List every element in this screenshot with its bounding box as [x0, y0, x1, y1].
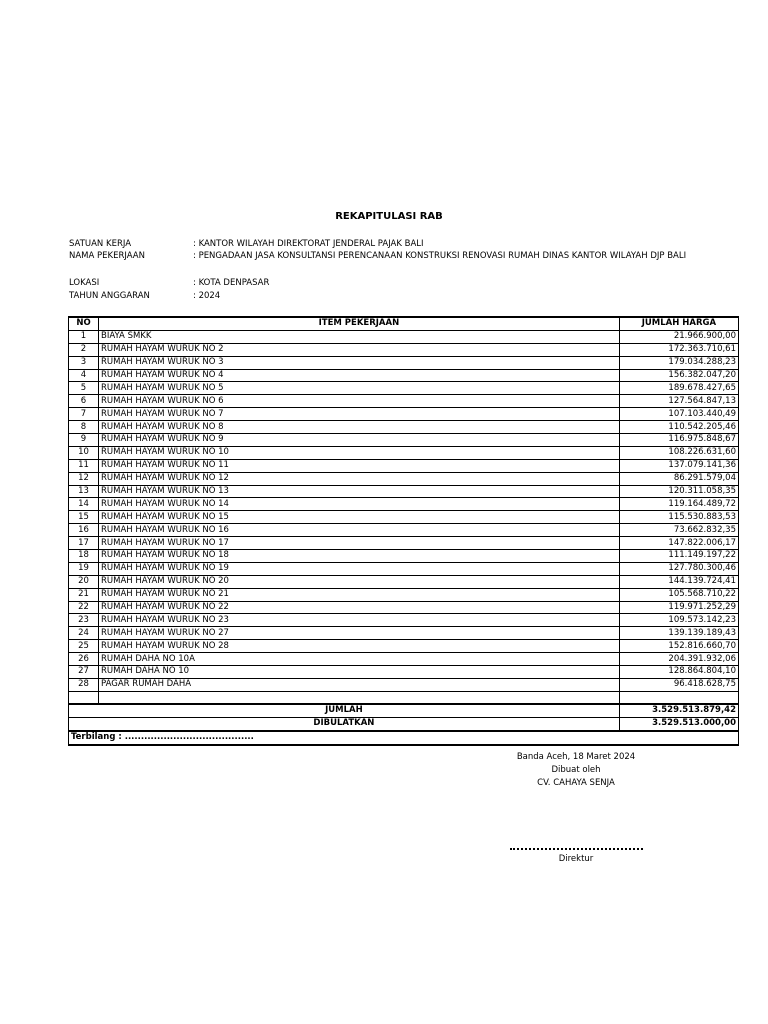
row-price: 120.311.058,35	[619, 485, 738, 498]
row-no: 20	[69, 575, 99, 588]
row-no: 18	[69, 550, 99, 563]
row-item: RUMAH HAYAM WURUK NO 7	[99, 408, 620, 421]
table-row	[69, 550, 739, 563]
row-item: RUMAH HAYAM WURUK NO 19	[99, 562, 620, 575]
row-price: 110.542.205,46	[619, 421, 738, 434]
total-value: 3.529.513.879,42	[619, 704, 738, 717]
row-no: 11	[69, 459, 99, 472]
row-item: RUMAH HAYAM WURUK NO 28	[99, 640, 620, 653]
row-price: 152.816.660,70	[619, 640, 738, 653]
meta-lokasi	[69, 277, 269, 289]
row-price: 115.530.883,53	[619, 511, 738, 524]
meta-satuan-kerja	[69, 238, 424, 250]
row-price: 109.573.142,23	[619, 614, 738, 627]
row-item: RUMAH HAYAM WURUK NO 20	[99, 575, 620, 588]
rounded-value: 3.529.513.000,00	[619, 717, 738, 730]
row-item: RUMAH HAYAM WURUK NO 5	[99, 382, 620, 395]
row-price: 189.678.427,65	[619, 382, 738, 395]
row-no: 4	[69, 369, 99, 382]
signature-line	[510, 848, 643, 850]
row-price: 96.418.628,75	[619, 678, 738, 691]
table-row	[69, 537, 739, 550]
row-price: 21.966.900,00	[619, 330, 738, 343]
table-row	[69, 666, 739, 679]
row-price: 179.034.288,23	[619, 356, 738, 369]
row-no: 23	[69, 614, 99, 627]
row-price: 172.363.710,61	[619, 343, 738, 356]
row-price: 73.662.832,35	[619, 524, 738, 537]
table-row	[69, 627, 739, 640]
table-row	[69, 575, 739, 588]
row-item: RUMAH HAYAM WURUK NO 8	[99, 421, 620, 434]
row-no: 3	[69, 356, 99, 369]
row-no: 7	[69, 408, 99, 421]
meta-label: NAMA PEKERJAAN	[69, 251, 145, 261]
row-no: 9	[69, 434, 99, 447]
meta-label: SATUAN KERJA	[69, 239, 132, 249]
meta-label: LOKASI	[69, 278, 100, 288]
meta-value: : KANTOR WILAYAH DIREKTORAT JENDERAL PAJAK BALI	[193, 239, 424, 249]
row-no: 25	[69, 640, 99, 653]
table-body	[69, 330, 739, 691]
row-item: RUMAH HAYAM WURUK NO 3	[99, 356, 620, 369]
row-price: 119.164.489,72	[619, 498, 738, 511]
row-item: BIAYA SMKK	[99, 330, 620, 343]
table-row	[69, 472, 739, 485]
table-row	[69, 640, 739, 653]
table-row	[69, 382, 739, 395]
row-no: 1	[69, 330, 99, 343]
row-price: 119.971.252,29	[619, 601, 738, 614]
meta-tahun-anggaran	[69, 290, 220, 302]
header-no: NO	[69, 317, 99, 330]
row-no: 21	[69, 588, 99, 601]
row-no: 12	[69, 472, 99, 485]
blank-row	[69, 691, 739, 704]
row-item: RUMAH HAYAM WURUK NO 4	[99, 369, 620, 382]
row-item: RUMAH HAYAM WURUK NO 14	[99, 498, 620, 511]
table-row	[69, 369, 739, 382]
row-no: 17	[69, 537, 99, 550]
row-price: 139.139.189,43	[619, 627, 738, 640]
total-row-dibulatkan	[69, 717, 739, 730]
row-item: RUMAH HAYAM WURUK NO 27	[99, 627, 620, 640]
row-no: 26	[69, 653, 99, 666]
row-item: RUMAH HAYAM WURUK NO 16	[99, 524, 620, 537]
row-price: 86.291.579,04	[619, 472, 738, 485]
document-title: REKAPITULASI RAB	[335, 211, 443, 222]
row-item: RUMAH HAYAM WURUK NO 21	[99, 588, 620, 601]
row-price: 105.568.710,22	[619, 588, 738, 601]
row-price: 127.780.300,46	[619, 562, 738, 575]
signature-role: Direktur	[558, 854, 594, 864]
row-price: 137.079.141,36	[619, 459, 738, 472]
terbilang-text: Terbilang : ........................................	[69, 731, 739, 745]
table-header-row	[69, 317, 739, 330]
table-row	[69, 395, 739, 408]
row-no: 16	[69, 524, 99, 537]
row-item: RUMAH HAYAM WURUK NO 6	[99, 395, 620, 408]
row-price: 108.226.631,60	[619, 446, 738, 459]
table-row	[69, 511, 739, 524]
signature-company: CV. CAHAYA SENJA	[537, 778, 615, 788]
table-row	[69, 434, 739, 447]
meta-label: TAHUN ANGGARAN	[69, 291, 150, 301]
row-no: 27	[69, 666, 99, 679]
meta-value: : 2024	[193, 291, 221, 301]
row-no: 19	[69, 562, 99, 575]
table-row	[69, 678, 739, 691]
table-row	[69, 614, 739, 627]
table-row	[69, 588, 739, 601]
terbilang-row	[69, 731, 739, 745]
table-row	[69, 343, 739, 356]
row-item: RUMAH HAYAM WURUK NO 15	[99, 511, 620, 524]
row-item: RUMAH HAYAM WURUK NO 22	[99, 601, 620, 614]
row-item: RUMAH HAYAM WURUK NO 13	[99, 485, 620, 498]
rab-table	[68, 316, 739, 746]
row-item: RUMAH HAYAM WURUK NO 17	[99, 537, 620, 550]
row-no: 10	[69, 446, 99, 459]
row-no: 5	[69, 382, 99, 395]
rounded-label: DIBULATKAN	[69, 717, 620, 730]
total-label: JUMLAH	[69, 704, 620, 717]
table-row	[69, 562, 739, 575]
row-price: 116.975.848,67	[619, 434, 738, 447]
total-row-jumlah	[69, 704, 739, 717]
row-no: 15	[69, 511, 99, 524]
row-item: RUMAH HAYAM WURUK NO 2	[99, 343, 620, 356]
row-item: RUMAH HAYAM WURUK NO 23	[99, 614, 620, 627]
row-no: 6	[69, 395, 99, 408]
signature-place-date: Banda Aceh, 18 Maret 2024	[516, 752, 636, 762]
row-no: 8	[69, 421, 99, 434]
table-row	[69, 485, 739, 498]
row-price: 204.391.932,06	[619, 653, 738, 666]
table-row	[69, 356, 739, 369]
row-item: RUMAH DAHA NO 10	[99, 666, 620, 679]
row-item: RUMAH HAYAM WURUK NO 9	[99, 434, 620, 447]
row-item: RUMAH HAYAM WURUK NO 12	[99, 472, 620, 485]
table-row	[69, 653, 739, 666]
table-row	[69, 524, 739, 537]
table-row	[69, 446, 739, 459]
row-item: RUMAH HAYAM WURUK NO 18	[99, 550, 620, 563]
row-item: RUMAH DAHA NO 10A	[99, 653, 620, 666]
meta-nama-pekerjaan	[69, 250, 686, 262]
table-row	[69, 601, 739, 614]
row-price: 127.564.847,13	[619, 395, 738, 408]
meta-value: : KOTA DENPASAR	[193, 278, 270, 288]
row-item: RUMAH HAYAM WURUK NO 10	[99, 446, 620, 459]
row-price: 147.822.006,17	[619, 537, 738, 550]
header-item: ITEM PEKERJAAN	[99, 317, 620, 330]
table-row	[69, 330, 739, 343]
row-price: 156.382.047,20	[619, 369, 738, 382]
header-price: JUMLAH HARGA	[619, 317, 738, 330]
row-no: 28	[69, 678, 99, 691]
row-no: 14	[69, 498, 99, 511]
row-price: 111.149.197,22	[619, 550, 738, 563]
row-no: 13	[69, 485, 99, 498]
row-item: RUMAH HAYAM WURUK NO 11	[99, 459, 620, 472]
row-no: 22	[69, 601, 99, 614]
row-no: 24	[69, 627, 99, 640]
meta-value: : PENGADAAN JASA KONSULTANSI PERENCANAAN KONSTRUKSI RENOVASI RUMAH DINAS KANTOR WILAYAH DJP BALI	[193, 251, 687, 261]
table-row	[69, 421, 739, 434]
row-price: 107.103.440,49	[619, 408, 738, 421]
signature-made-by: Dibuat oleh	[551, 765, 601, 775]
row-no: 2	[69, 343, 99, 356]
row-price: 128.864.804,10	[619, 666, 738, 679]
table-row	[69, 498, 739, 511]
table-row	[69, 459, 739, 472]
row-price: 144.139.724,41	[619, 575, 738, 588]
table-row	[69, 408, 739, 421]
row-item: PAGAR RUMAH DAHA	[99, 678, 620, 691]
